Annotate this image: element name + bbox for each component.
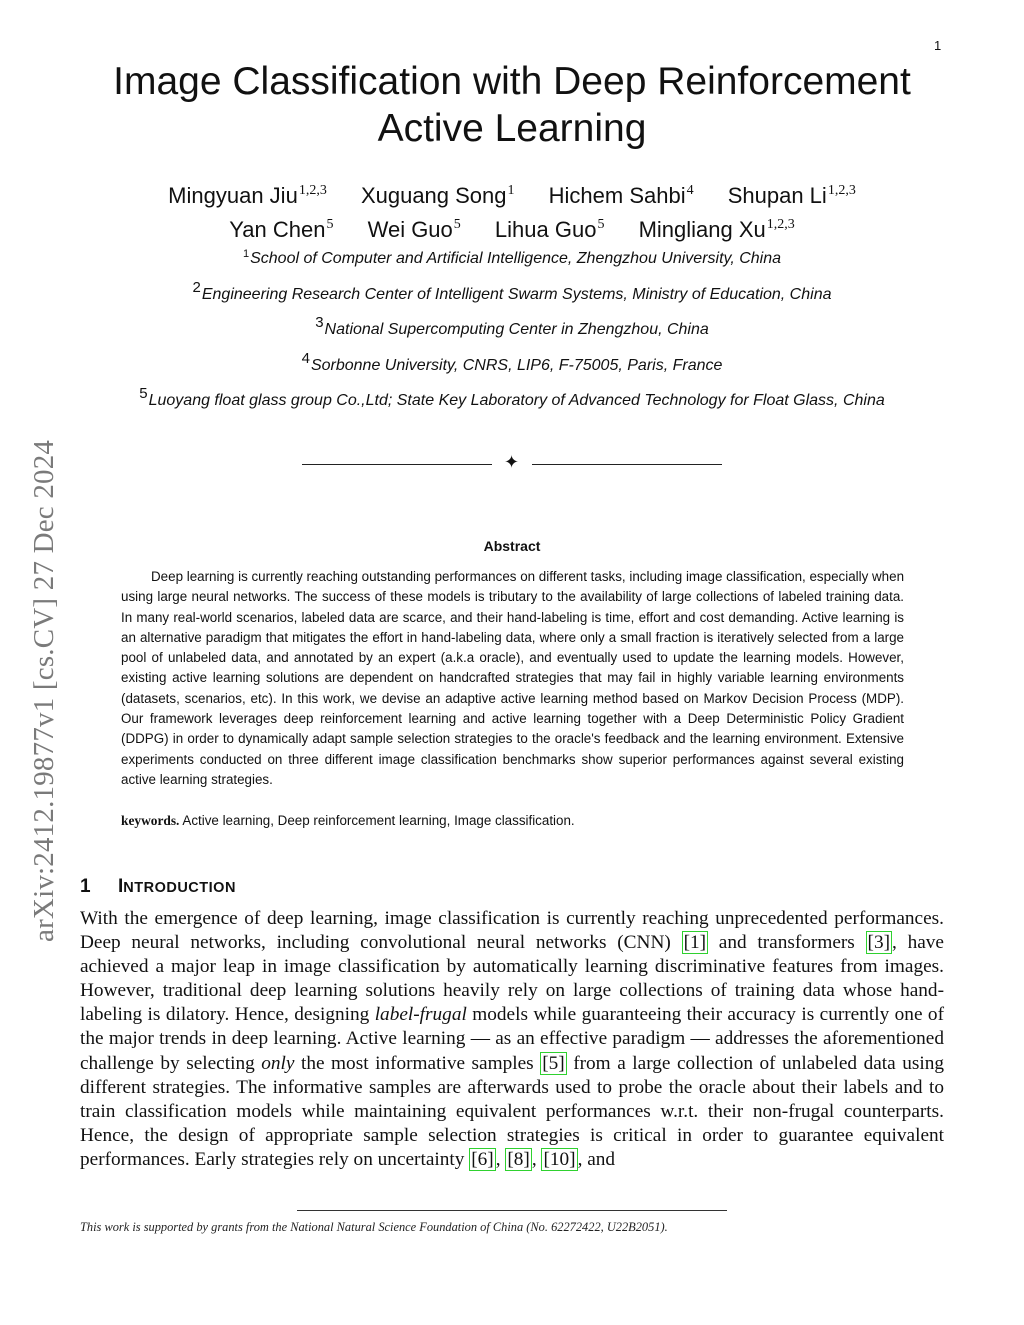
affiliation: $^2$Engineering Research Center of Intelligent Swarm Systems, Ministry of Education, China bbox=[192, 278, 832, 303]
citation-link[interactable]: [1] bbox=[683, 932, 707, 954]
author-row-2 bbox=[0, 210, 1024, 244]
author: Mingyuan Jiu$^{1,2,3}$ bbox=[168, 183, 327, 208]
citation-link[interactable]: [5] bbox=[542, 1052, 565, 1074]
title-line-1: Image Classification with Deep Reinforcement bbox=[113, 60, 911, 103]
author: Wei Guo$^5$ bbox=[367, 217, 461, 242]
paper-title bbox=[0, 58, 1024, 152]
star-icon: ✦ bbox=[504, 452, 520, 472]
author: Xuguang Song$^1$ bbox=[360, 183, 515, 208]
affiliation: $^5$Luoyang float glass group Co.,Ltd; State Key Laboratory of Advanced Technology for Float Glass, China bbox=[139, 385, 885, 409]
author-list bbox=[0, 176, 1024, 244]
affiliation-list bbox=[0, 240, 1024, 416]
divider-line-right bbox=[532, 464, 722, 465]
affiliation: $^1$School of Computer and Artificial Intelligence, Zhengzhou University, China bbox=[242, 248, 782, 267]
keywords-label: keywords. bbox=[121, 813, 180, 828]
footnote: This work is supported by grants from the National Natural Science Foundation of China (No. 62272422, U22B2051). bbox=[80, 1220, 668, 1234]
divider-line-left bbox=[302, 464, 492, 465]
author: Lihua Guo$^5$ bbox=[494, 217, 605, 242]
citation-link[interactable]: [8] bbox=[507, 1148, 530, 1170]
section-title-initial: I bbox=[118, 876, 124, 897]
introduction-paragraph: With the emergence of deep learning, image classification is currently reaching unprecedented performances. Deep neural networks, including convolutional neural networks (CNN) [1] and transformers [3] , have achieved a major leap in image classification by automatically learning discriminative features from images. However, traditional deep learning solutions heavily rely on large collections of training data whose hand-labeling is dilatory. Hence, designing label-frugal models while guaranteeing their accuracy is currently one of the major trends in deep learning. Active learning — as an effective paradigm — addresses the aforementioned challenge by selecting only the most informative samples [5] from a large collection of unlabeled data using different strategies. The informative samples are afterwards used to probe the oracle about their labels and to train classification models while maintaining equivalent performances w.r.t. their non-frugal counterparts. Hence, the design of appropriate sample selection strategies is critical in order to guarantee equivalent performances. Early strategies rely on uncertainty [6] , [8] , [10] , and bbox=[80, 908, 944, 1170]
abstract-body: Deep learning is currently reaching outstanding performances on different tasks, including image classification, especially when using large neural networks. The success of these models is tributary to the availability of large collections of labeled training data. In many real-world scenarios, labeled data are scarce, and their hand-labeling is time, effort and cost demanding. Active learning is an alternative paradigm that mitigates the effort in hand-labeling data, where only a small fraction is iteratively selected from a large pool of unlabeled data, and annotated by an expert (a.k.a oracle), and eventually used to update the learning models. However, existing active learning solutions are dependent on handcrafted strategies that may fail in highly variable learning environments (datasets, scenarios, etc). In this work, we devise an adaptive active learning method based on Markov Decision Process (MDP). Our framework leverages deep reinforcement learning and active learning together with a Deep Deterministic Policy Gradient (DDPG) in order to dynamically adapt sample selection strategies to the oracle's feedback and the learning environment. Extensive experiments conducted on three different image classification benchmarks show superior performances against several existing active learning strategies. bbox=[121, 569, 905, 787]
section-heading bbox=[80, 876, 236, 898]
keywords-text: Active learning, Deep reinforcement learning, Image classification. bbox=[182, 813, 575, 828]
citation-link[interactable]: [6] bbox=[471, 1148, 494, 1170]
citation-link[interactable]: [3] bbox=[867, 932, 891, 954]
affiliation: $^3$National Supercomputing Center in Zhengzhou, China bbox=[315, 314, 709, 338]
author: Yan Chen$^5$ bbox=[229, 217, 334, 242]
citation-link[interactable]: [10] bbox=[543, 1148, 576, 1170]
keywords bbox=[121, 811, 904, 831]
ornament-divider bbox=[302, 452, 722, 475]
author-row-1 bbox=[0, 176, 1024, 210]
author: Hichem Sahbi$^4$ bbox=[548, 183, 694, 208]
author: Shupan Li$^{1,2,3}$ bbox=[727, 183, 856, 208]
section-title-rest: NTRODUCTION bbox=[123, 880, 236, 896]
affiliation: $^4$Sorbonne University, CNRS, LIP6, F-75005, Paris, France bbox=[301, 349, 723, 374]
footnote-rule bbox=[297, 1210, 727, 1211]
title-line-2: Active Learning bbox=[377, 107, 647, 150]
abstract-heading: Abstract bbox=[483, 538, 541, 554]
author: Mingliang Xu$^{1,2,3}$ bbox=[638, 217, 795, 242]
arxiv-stamp: arXiv:2412.19877v1 [cs.CV] 27 Dec 2024 bbox=[28, 439, 60, 942]
page-number: 1 bbox=[934, 38, 942, 53]
section-number: 1 bbox=[80, 876, 91, 897]
